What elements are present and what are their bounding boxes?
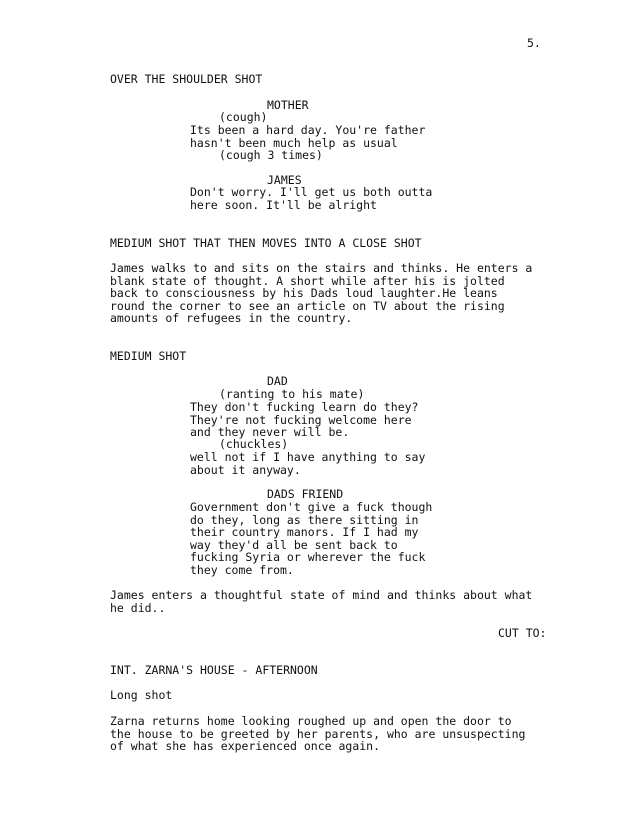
dialogue-dads-friend <box>190 501 432 577</box>
dialogue-line: They're not fucking welcome here <box>190 412 412 427</box>
character-name-dads-friend: DADS FRIEND <box>267 487 344 501</box>
dialogue-line: and they never will be. <box>190 425 350 440</box>
action-james-stairs <box>110 262 532 325</box>
action-zarna-returns <box>110 715 525 753</box>
action-line: James walks to and sits on the stairs and thinks. He enters a <box>110 261 533 275</box>
action-line: amounts of refugees in the country. <box>110 311 353 326</box>
scene-heading: INT. ZARNA'S HOUSE - AFTERNOON <box>110 663 318 677</box>
shot-heading-long-shot: Long shot <box>110 688 173 702</box>
dialogue-line: about it anyway. <box>190 462 301 477</box>
page-number: 5. <box>527 36 541 50</box>
character-name-james: JAMES <box>267 173 302 187</box>
dialogue-line: their country manors. If I had my <box>190 525 419 540</box>
dialogue-line: They don't fucking learn do they? <box>190 400 419 414</box>
character-name-mother: MOTHER <box>267 98 309 112</box>
dialogue-line: well not if I have anything to say <box>190 450 426 464</box>
dialogue-line: fucking Syria or wherever the fuck <box>190 550 426 565</box>
action-james-thoughtful <box>110 589 532 614</box>
dialogue-line: hasn't been much help as usual <box>190 135 398 150</box>
dialogue-line: here soon. It'll be alright <box>190 197 377 212</box>
action-line: he did.. <box>110 600 166 615</box>
dialogue-dad-2 <box>190 451 425 476</box>
action-line: blank state of thought. A short while after his is jolted <box>110 273 505 288</box>
action-line: back to consciousness by his Dads loud laughter.He leans <box>110 286 498 301</box>
dialogue-mother <box>190 124 425 149</box>
action-line: round the corner to see an article on TV about the rising <box>110 298 505 313</box>
shot-heading-over-the-shoulder: OVER THE SHOULDER SHOT <box>110 72 263 86</box>
dialogue-line: do they, long as there sitting in <box>190 512 419 527</box>
parenthetical-mother-cough-3-times: (cough 3 times) <box>219 148 323 162</box>
shot-heading-medium-to-close: MEDIUM SHOT THAT THEN MOVES INTO A CLOSE SHOT <box>110 236 422 250</box>
dialogue-line: they come from. <box>190 562 294 577</box>
dialogue-line: Don't worry. I'll get us both outta <box>190 185 433 199</box>
dialogue-line: Its been a hard day. You're father <box>190 123 426 137</box>
character-name-dad: DAD <box>267 374 288 388</box>
parenthetical-dad-chuckles: (chuckles) <box>219 437 289 451</box>
dialogue-line: Government don't give a fuck though <box>190 500 433 514</box>
parenthetical-mother-cough: (cough) <box>219 110 268 124</box>
parenthetical-dad-ranting: (ranting to his mate) <box>219 387 365 401</box>
shot-heading-medium: MEDIUM SHOT <box>110 349 187 363</box>
action-line: James enters a thoughtful state of mind and thinks about what <box>110 588 533 602</box>
action-line: the house to be greeted by her parents, who are unsuspecting <box>110 726 526 741</box>
action-line: of what she has experienced once again. <box>110 739 381 754</box>
action-line: Zarna returns home looking roughed up and open the door to <box>110 714 512 728</box>
transition-cut-to: CUT TO: <box>498 626 547 640</box>
dialogue-line: way they'd all be sent back to <box>190 537 398 552</box>
dialogue-james <box>190 186 432 211</box>
dialogue-dad-1 <box>190 401 418 439</box>
